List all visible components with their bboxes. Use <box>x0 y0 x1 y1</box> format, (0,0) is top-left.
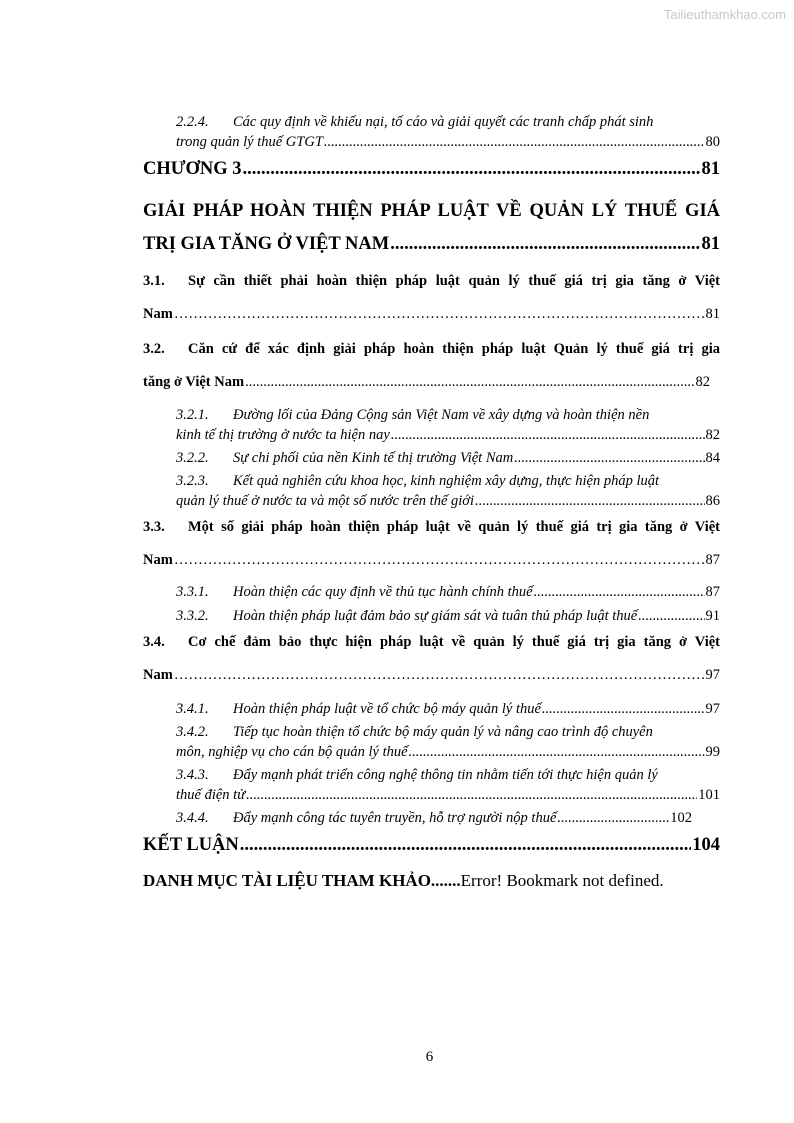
toc-text: trong quản lý thuế GTGT <box>176 134 323 150</box>
dot-leader <box>391 425 705 445</box>
dot-leader <box>174 298 705 331</box>
page-number: 6 <box>425 1049 434 1065</box>
toc-entry-3-2-1[interactable] <box>176 405 720 445</box>
toc-number: 2.2.4. <box>176 114 209 130</box>
toc-references[interactable] <box>143 868 720 894</box>
toc-text: tăng ở Việt Nam <box>143 374 245 390</box>
toc-number: 3.4. <box>143 634 165 650</box>
toc-number: 3.2. <box>143 341 165 357</box>
toc-section-3-2[interactable] <box>143 333 720 399</box>
dot-leader <box>324 132 705 152</box>
toc-page: 81 <box>701 159 720 179</box>
toc-text: CHƯƠNG 3 <box>143 159 242 179</box>
toc-page: 87 <box>705 552 720 568</box>
dot-leader <box>174 659 705 692</box>
toc-number: 3.4.3. <box>176 767 209 783</box>
toc-number: 3.4.4. <box>176 810 209 826</box>
toc-text: Các quy định về khiếu nại, tố cáo và giải quyết các tranh chấp phát sinh <box>233 114 654 130</box>
toc-page: 97 <box>705 667 720 683</box>
toc-text: Căn cứ để xác định giải pháp hoàn thiện pháp luật Quản lý thuế giá trị gia <box>188 341 720 357</box>
toc-text: Sự chi phối của nền Kinh tế thị trường Việt Nam <box>233 450 514 466</box>
dot-leader <box>557 808 669 828</box>
toc-page: 97 <box>705 701 720 717</box>
toc-entry-3-3-2[interactable] <box>176 606 720 626</box>
toc-entry-3-4-2[interactable] <box>176 722 720 762</box>
toc-entry-3-4-3[interactable] <box>176 765 720 805</box>
toc-number: 3.3. <box>143 519 165 535</box>
toc-page: 81 <box>701 234 720 254</box>
dot-leader <box>245 366 694 399</box>
toc-text: môn, nghiệp vụ cho cán bộ quản lý thuế <box>176 744 408 760</box>
dot-leader <box>246 785 697 805</box>
toc-text: Tiếp tục hoàn thiện tổ chức bộ máy quản lý và nâng cao trình độ chuyên <box>233 724 653 740</box>
toc-page: 82 <box>705 427 720 443</box>
toc-entry-2-2-4[interactable] <box>176 112 720 152</box>
toc-entry-3-4-4[interactable] <box>176 808 720 828</box>
toc-number: 3.1. <box>143 273 165 289</box>
toc-chapter-3-title[interactable] <box>143 195 720 261</box>
toc-text: Cơ chế đảm bảo thực hiện pháp luật về quản lý thuế giá trị gia tăng ở Việt <box>188 634 720 650</box>
toc-text: Hoàn thiện các quy định về thủ tục hành chính thuế <box>233 584 533 600</box>
toc-text: thuế điện tử <box>176 787 246 803</box>
toc-number: 3.3.1. <box>176 584 209 600</box>
toc-text: Một số giải pháp hoàn thiện pháp luật về quản lý thuế giá trị gia tăng ở Việt <box>188 519 720 535</box>
toc-page: 91 <box>705 608 720 624</box>
toc-text: Kết quả nghiên cứu khoa học, kinh nghiệm xây dựng, thực hiện pháp luật <box>233 473 660 489</box>
toc-text: quản lý thuế ở nước ta và một số nước trên thế giới <box>176 493 475 509</box>
dot-leader <box>243 157 701 181</box>
dot-leader <box>174 544 705 577</box>
toc-text: kinh tế thị trường ở nước ta hiện nay <box>176 427 390 443</box>
toc-number: 3.2.1. <box>176 407 209 423</box>
dot-leader <box>475 491 704 511</box>
toc-page: 87 <box>705 584 720 600</box>
toc-text: TRỊ GIA TĂNG Ở VIỆT NAM <box>143 234 390 254</box>
toc-text: Hoàn thiện pháp luật đảm bảo sự giám sát và tuân thủ pháp luật thuế <box>233 608 638 624</box>
toc-page: 84 <box>705 450 720 466</box>
toc-section-3-1[interactable] <box>143 265 720 331</box>
toc-page: 81 <box>705 306 720 322</box>
dot-leader <box>409 742 705 762</box>
toc-page: 82 <box>695 374 710 390</box>
toc-entry-3-2-2[interactable] <box>176 448 720 468</box>
toc-entry-3-2-3[interactable] <box>176 471 720 511</box>
dot-leader <box>638 606 704 626</box>
toc-text: DANH MỤC TÀI LIỆU THAM KHẢO <box>143 871 431 890</box>
toc-text: Hoàn thiện pháp luật về tổ chức bộ máy quản lý thuế <box>233 701 541 717</box>
toc-page: 102 <box>670 810 692 826</box>
toc-page: 101 <box>698 787 720 803</box>
toc-page: 86 <box>705 493 720 509</box>
toc-text: Đẩy mạnh phát triển công nghệ thông tin nhằm tiến tới thực hiện quản lý <box>233 767 658 783</box>
toc-section-3-3[interactable] <box>143 511 720 577</box>
toc-number: 3.3.2. <box>176 608 209 624</box>
toc-chapter-3[interactable] <box>143 157 720 181</box>
dot-leader <box>240 832 691 858</box>
toc-number: 3.2.2. <box>176 450 209 466</box>
toc-text: KẾT LUẬN <box>143 835 239 855</box>
toc-number: 3.4.1. <box>176 701 209 717</box>
toc-page: Error! Bookmark not defined. <box>460 871 664 890</box>
toc-text: Sự cần thiết phải hoàn thiện pháp luật quản lý thuế giá trị gia tăng ở Việt <box>188 273 720 289</box>
toc-text: Đẩy mạnh công tác tuyên truyền, hỗ trợ người nộp thuế <box>233 810 557 826</box>
toc-entry-3-4-1[interactable] <box>176 699 720 719</box>
toc-page: 80 <box>705 134 720 150</box>
toc-conclusion[interactable] <box>143 832 720 858</box>
toc-page: 99 <box>705 744 720 760</box>
toc-text: Nam <box>143 306 173 322</box>
toc-text: GIẢI PHÁP HOÀN THIỆN PHÁP LUẬT VỀ QUẢN LÝ THUẾ GIÁ <box>143 201 720 221</box>
dot-leader <box>514 448 704 468</box>
toc-entry-3-3-1[interactable] <box>176 582 720 602</box>
dot-leader <box>534 582 705 602</box>
toc-number: 3.2.3. <box>176 473 209 489</box>
table-of-contents <box>143 112 720 894</box>
toc-section-3-4[interactable] <box>143 626 720 692</box>
dot-leader <box>542 699 705 719</box>
toc-text: Đường lối của Đảng Cộng sản Việt Nam về xây dựng và hoàn thiện nền <box>233 407 650 423</box>
watermark: Tailieuthamkhao.com <box>663 7 786 22</box>
toc-number: 3.4.2. <box>176 724 209 740</box>
toc-page: 104 <box>692 835 720 855</box>
dot-leader: ....... <box>430 871 461 890</box>
toc-text: Nam <box>143 552 173 568</box>
dot-leader <box>390 228 700 261</box>
toc-text: Nam <box>143 667 173 683</box>
